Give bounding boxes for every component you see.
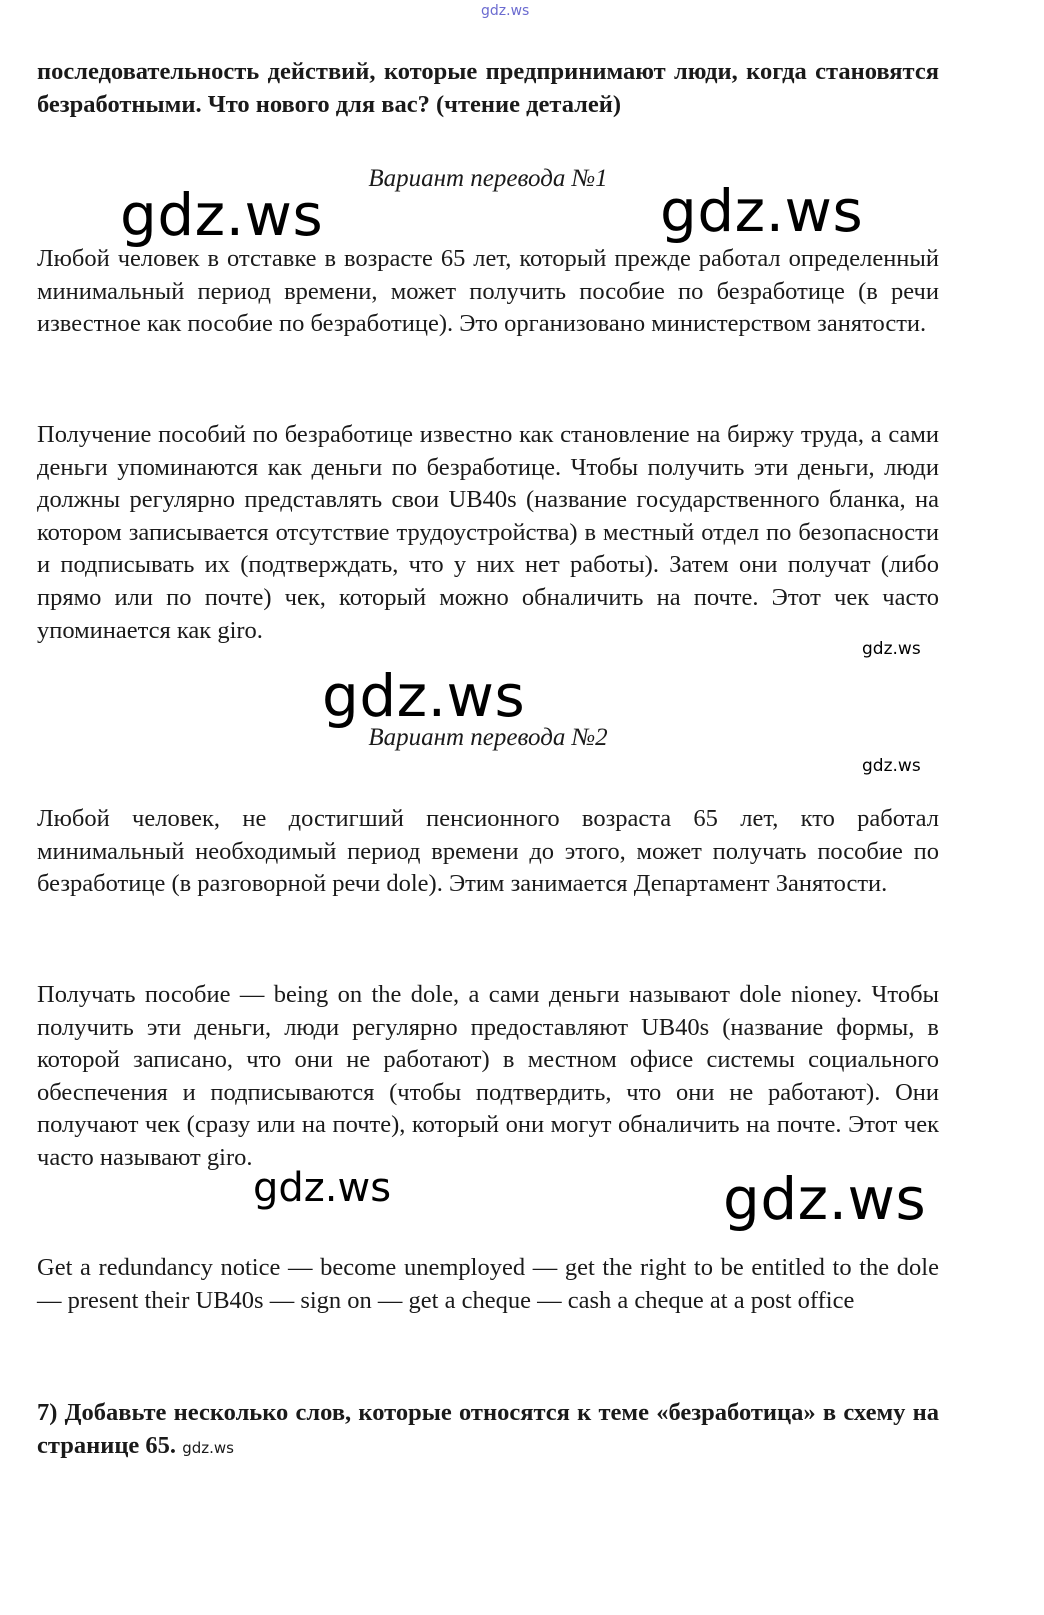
intro-question: последовательность действий, которые предпринимают люди, когда становятся безработными. Что нового для вас? (чтение деталей) <box>37 58 939 118</box>
watermark-medium: gdz.ws <box>253 1165 392 1211</box>
variant2-paragraph-1: Любой человек, не достигший пенсионного возраста 65 лет, кто работал минимальный необходимый период времени до этого, может получать пособие по безработице (в разговорной речи dole). Этим занимается Департамент Занятости. <box>37 805 939 898</box>
variant1-title: Вариант перевода №1 <box>368 165 608 192</box>
task-7 <box>37 1397 939 1464</box>
variant2-paragraph-2: Получать пособие — being on the dole, а сами деньги называют dole nioney. Чтобы получить эти деньги, люди регулярно предоставляют UB40s (название формы, в которой записано, что они не работают) в местном офисе системы социального обеспечения и подписываются (чтобы подтвердить, что они не работают). Они получают чек (сразу или на почте), который они могут обналичить на почте. Этот чек часто называют giro. <box>37 981 939 1171</box>
watermark-large-4: gdz.ws <box>723 1165 927 1233</box>
watermark-small-2: gdz.ws <box>862 756 921 776</box>
watermark-large-2: gdz.ws <box>660 177 864 245</box>
task-7-text: 7) Добавьте несколько слов, которые относятся к теме «безработица» в схему на странице 65. <box>37 1399 939 1459</box>
watermark-top: gdz.ws <box>481 3 530 19</box>
watermark-large-3: gdz.ws <box>322 662 526 730</box>
watermark-small-1: gdz.ws <box>862 639 921 659</box>
watermark-large-1: gdz.ws <box>120 181 324 249</box>
watermark-tiny: gdz.ws <box>182 1438 234 1457</box>
variant1-paragraph-1: Любой человек в отставке в возрасте 65 лет, который прежде работал определенный минимальный период времени, может получить пособие по безработице (в речи известное как пособие по безработице). Это организовано министерством занятости. <box>37 245 939 338</box>
action-sequence: Get a redundancy notice — become unemployed — get the right to be entitled to the dole — present their UB40s — sign on — get a cheque — cash a cheque at a post office <box>37 1254 939 1314</box>
variant1-paragraph-2: Получение пособий по безработице известно как становление на биржу труда, а сами деньги упоминаются как деньги по безработице. Чтобы получить эти деньги, люди должны регулярно представлять свои UB40s (название государственного бланка, на котором записывается отсутствие трудоустройства) в местный отдел по безопасности и подписывать их (подтверждать, что у них нет работы). Затем они получат (либо прямо или по почте) чек, который можно обналичить на почте. Этот чек часто упоминается как giro. <box>37 421 939 644</box>
variant2-title: Вариант перевода №2 <box>368 724 608 751</box>
